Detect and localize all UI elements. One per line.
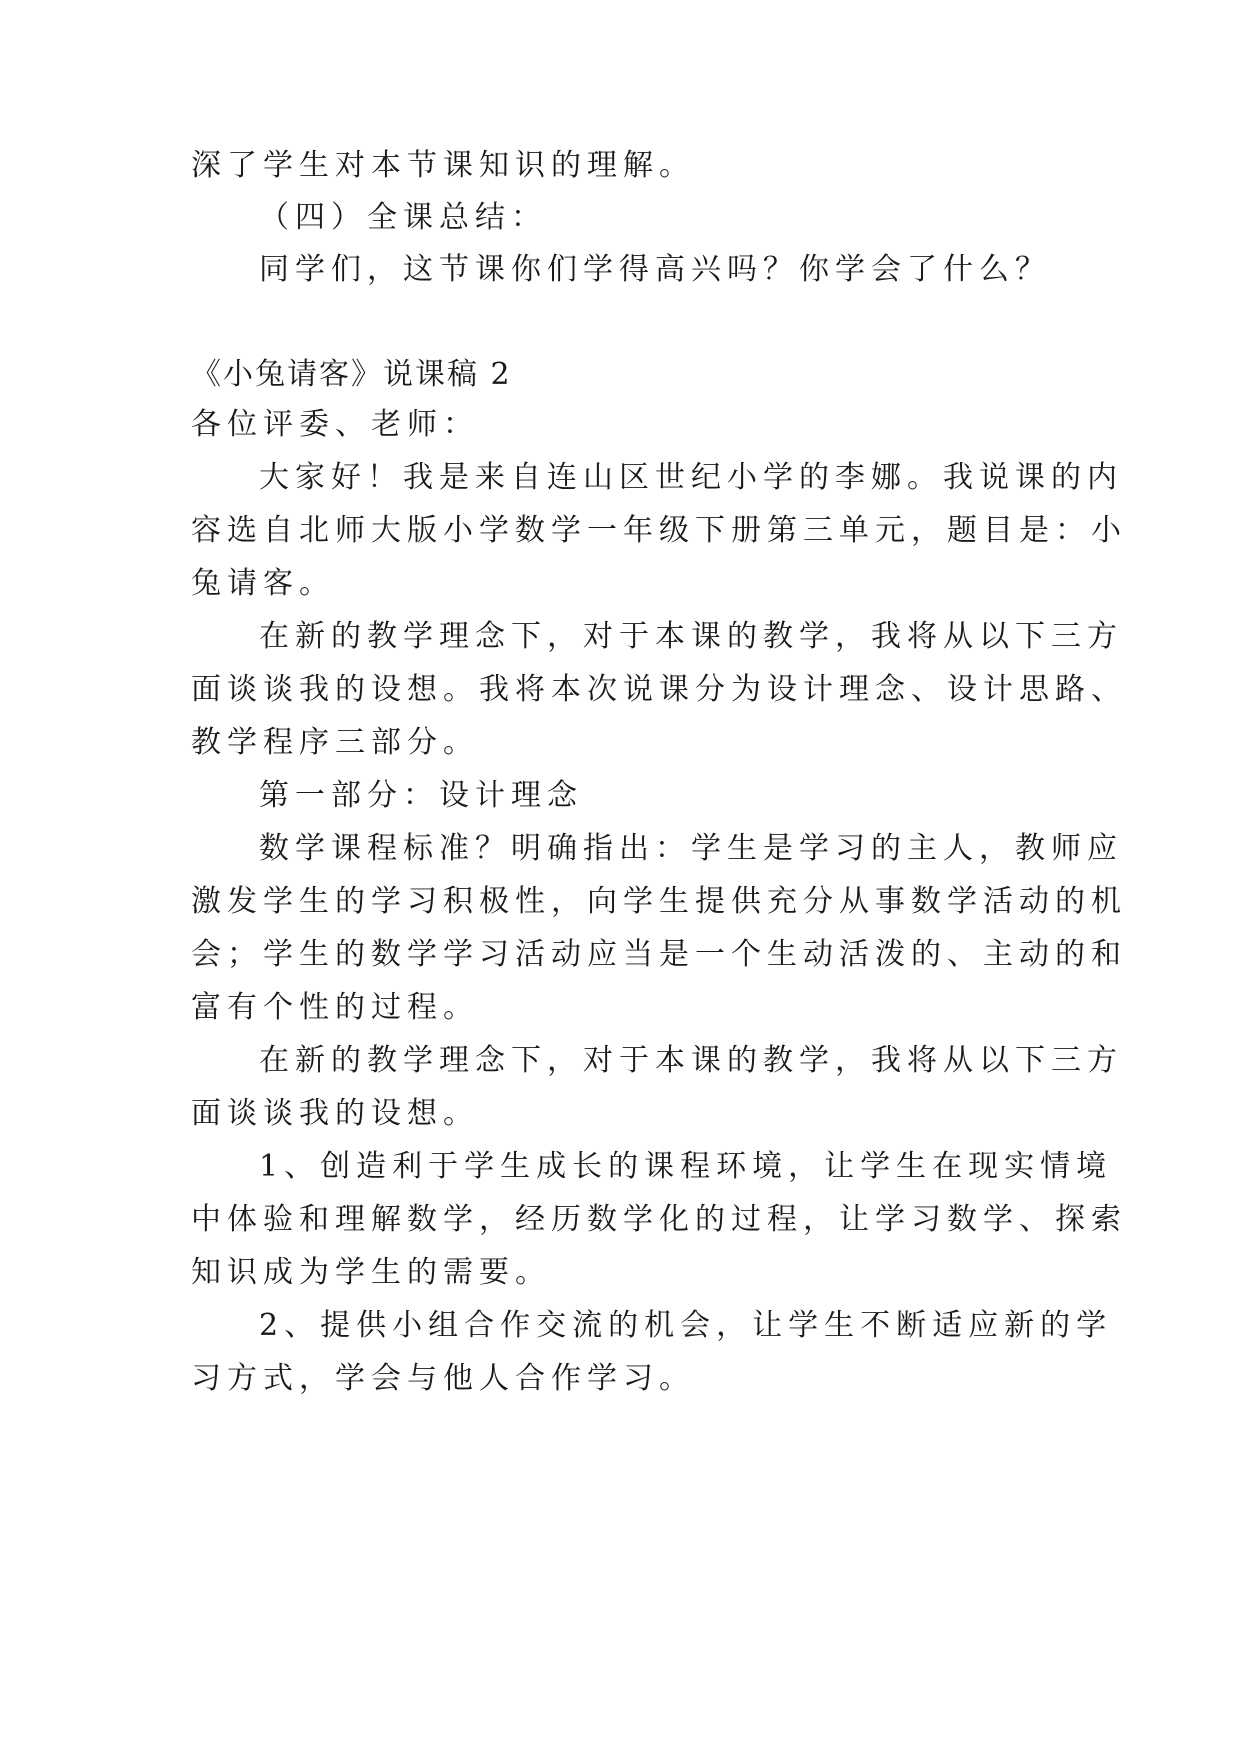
paragraph-line: 容选自北师大版小学数学一年级下册第三单元，题目是：小 [191,513,1127,548]
paragraph-line: 兔请客。 [191,566,335,601]
paragraph-line: 大家好！我是来自连山区世纪小学的李娜。我说课的内 [259,460,1123,495]
list-item-line: 知识成为学生的需要。 [191,1255,551,1290]
paragraph-line: 数学课程标准？明确指出：学生是学习的主人，教师应 [259,831,1123,866]
paragraph-line: 在新的教学理念下，对于本课的教学，我将从以下三方 [259,619,1123,654]
paragraph-line: 深了学生对本节课知识的理解。 [191,148,695,183]
list-item-line: 1、创造利于学生成长的课程环境，让学生在现实情境 [259,1149,1113,1184]
salutation: 各位评委、老师： [191,407,479,442]
list-item-line: 中体验和理解数学，经历数学化的过程，让学习数学、探索 [191,1202,1127,1237]
paragraph-line: 在新的教学理念下，对于本课的教学，我将从以下三方 [259,1043,1123,1078]
list-item-line: 2、提供小组合作交流的机会，让学生不断适应新的学 [259,1308,1113,1343]
subsection-heading: （四）全课总结： [259,200,547,235]
paragraph-line: 会；学生的数学学习活动应当是一个生动活泼的、主动的和 [191,937,1127,972]
paragraph-line: 富有个性的过程。 [191,990,479,1025]
paragraph-line: 面谈谈我的设想。 [191,1096,479,1131]
paragraph-line: 教学程序三部分。 [191,725,479,760]
section-heading: 第一部分：设计理念 [259,778,583,813]
paragraph-line: 同学们，这节课你们学得高兴吗？你学会了什么？ [259,252,1051,287]
list-item-line: 习方式，学会与他人合作学习。 [191,1361,695,1396]
paragraph-line: 激发学生的学习积极性，向学生提供充分从事数学活动的机 [191,884,1127,919]
document-title: 《小兔请客》说课稿 2 [191,357,512,392]
paragraph-line: 面谈谈我的设想。我将本次说课分为设计理念、设计思路、 [191,672,1127,707]
